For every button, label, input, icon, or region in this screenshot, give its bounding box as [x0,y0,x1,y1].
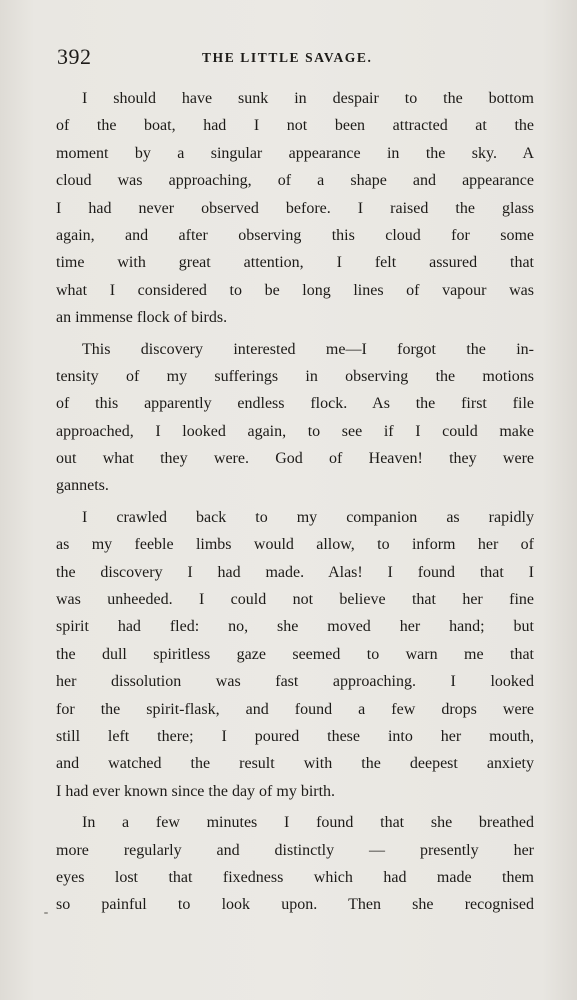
text-line: still left there; I poured these into her mouth, [56,727,534,745]
ink-speck [44,912,48,914]
paragraph [56,814,534,924]
text-line: an immense flock of birds. [56,309,228,327]
text-line: for the spirit-flask, and found a few drops were [56,700,534,718]
paragraph [56,341,534,505]
text-line: was unheeded. I could not believe that her fine [56,591,534,609]
paragraph [56,90,534,337]
text-line: more regularly and distinctly — presently her [56,841,534,859]
page-number: 392 [57,44,92,69]
text-line: eyes lost that fixedness which had made them [56,868,534,886]
text-line: approached, I looked again, to see if I could make [56,422,534,440]
text-line: I should have sunk in despair to the bottom [82,90,534,107]
text-line: In a few minutes I found that she breathed [82,814,534,832]
text-line: time with great attention, I felt assured that [56,254,534,272]
text-line: tensity of my sufferings in observing the motions [56,367,534,385]
paragraph [56,509,534,810]
text-line: moment by a singular appearance in the sky. A [56,144,534,162]
body-text [56,90,534,928]
running-head: THE LITTLE SAVAGE. [202,50,373,65]
text-line: spirit had fled: no, she moved her hand; but [56,618,534,636]
text-line: again, and after observing this cloud for some [56,226,534,244]
text-line: gannets. [56,477,109,495]
text-line: I had never observed before. I raised the glass [56,199,534,217]
text-line: the dull spiritless gaze seemed to warn me that [56,645,534,663]
text-line: of the boat, had I not been attracted at the [56,117,534,135]
page-header [57,44,535,74]
text-line: of this apparently endless flock. As the first file [56,395,534,413]
text-line: so painful to look upon. Then she recognised [56,896,534,914]
text-line: as my feeble limbs would allow, to inform her of [56,536,534,554]
text-line: I had ever known since the day of my birth. [56,782,336,800]
text-line: I crawled back to my companion as rapidly [82,508,534,526]
text-line: This discovery interested me—I forgot the in- [82,340,534,358]
text-line: out what they were. God of Heaven! they were [56,450,534,468]
text-line: and watched the result with the deepest anxiety [56,755,534,773]
text-line: her dissolution was fast approaching. I looked [56,673,534,691]
text-line: the discovery I had made. Alas! I found that I [56,563,534,581]
text-line: what I considered to be long lines of vapour was [56,281,534,299]
text-line: cloud was approaching, of a shape and appearance [56,172,534,190]
